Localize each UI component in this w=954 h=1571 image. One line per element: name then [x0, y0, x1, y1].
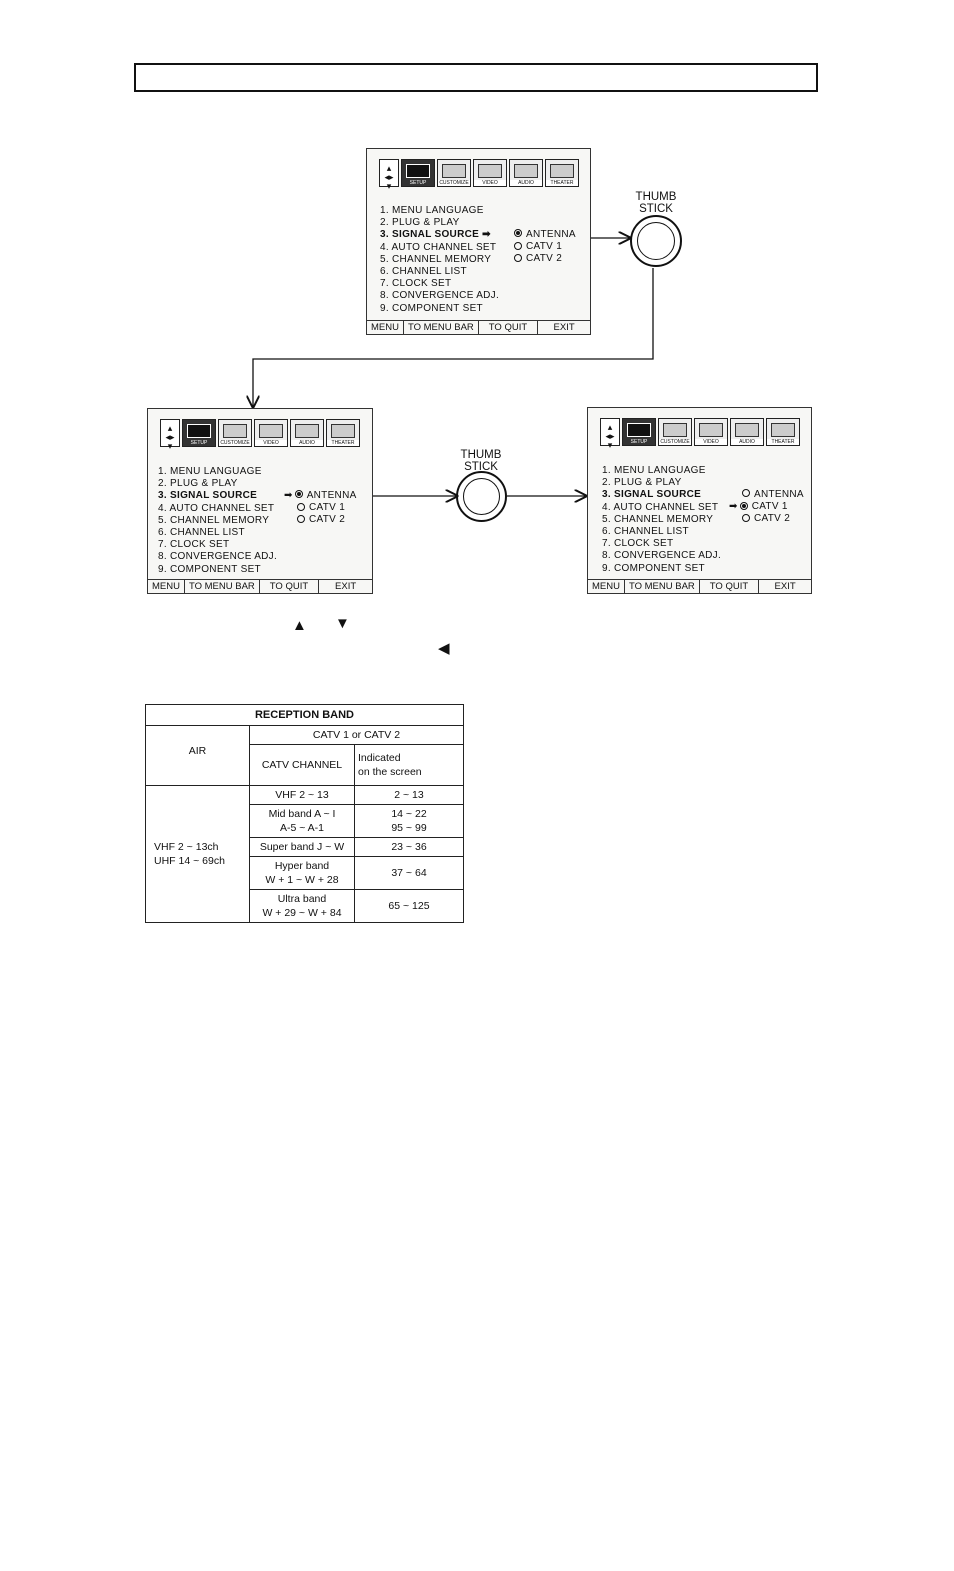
- footer-to-quit: TO QUIT: [260, 580, 319, 593]
- table-cell: 37 ~ 64: [355, 857, 464, 890]
- menu-tab-bar: [600, 418, 802, 450]
- menu-item-selected[interactable]: 3. SIGNAL SOURCE ➡: [380, 229, 491, 241]
- table-cell: Super band J ~ W: [250, 838, 355, 857]
- thumb-stick-knob-middle[interactable]: [456, 471, 507, 522]
- tab-customize[interactable]: CUSTOMIZE: [658, 418, 692, 446]
- table-cell: 23 ~ 36: [355, 838, 464, 857]
- osd-footer: [367, 320, 590, 334]
- right-arrow-icon: ➡: [284, 490, 293, 501]
- option-catv2[interactable]: CATV 2: [284, 514, 357, 526]
- signal-source-options: [284, 490, 357, 527]
- footer-to-quit: TO QUIT: [479, 321, 538, 334]
- nav-arrows-icon: ▴ ◂▸ ▾: [160, 419, 180, 447]
- option-catv1[interactable]: CATV 1: [514, 241, 576, 253]
- radio-icon: [297, 515, 305, 523]
- menu-item[interactable]: 7. CLOCK SET: [602, 538, 674, 550]
- right-arrow-icon: ➡: [729, 501, 738, 513]
- down-triangle-icon: ▼: [335, 615, 350, 632]
- air-header: AIR: [146, 726, 250, 786]
- theater-icon: [550, 164, 574, 178]
- menu-item[interactable]: 2. PLUG & PLAY: [602, 477, 682, 489]
- menu-item[interactable]: 1. MENU LANGUAGE: [158, 466, 262, 477]
- theater-icon: [331, 424, 355, 438]
- menu-item[interactable]: 8. CONVERGENCE ADJ.: [380, 290, 500, 302]
- option-antenna[interactable]: ➡ ANTENNA: [284, 490, 357, 501]
- osd-footer: [148, 579, 372, 593]
- video-icon: [478, 164, 502, 178]
- radio-icon: [742, 514, 750, 522]
- footer-menu-label: MENU: [148, 580, 185, 593]
- right-arrow-icon: ➡: [482, 229, 491, 241]
- theater-icon: [771, 423, 795, 437]
- menu-item[interactable]: 4. AUTO CHANNEL SET: [158, 502, 275, 514]
- footer-exit: EXIT: [774, 581, 796, 592]
- menu-item[interactable]: 5. CHANNEL MEMORY: [158, 514, 270, 526]
- menu-item[interactable]: 1. MENU LANGUAGE: [380, 205, 484, 216]
- menu-item[interactable]: 1. MENU LANGUAGE: [602, 465, 706, 476]
- menu-item[interactable]: 2. PLUG & PLAY: [158, 478, 238, 490]
- tab-video[interactable]: VIDEO: [254, 419, 288, 447]
- tab-customize[interactable]: CUSTOMIZE: [437, 159, 471, 187]
- menu-item[interactable]: 7. CLOCK SET: [158, 539, 230, 551]
- table-title: RECEPTION BAND: [146, 705, 464, 726]
- radio-selected-icon: [740, 502, 748, 510]
- up-triangle-icon: ▲: [292, 617, 307, 634]
- option-catv1[interactable]: CATV 1: [284, 502, 357, 514]
- footer-menu-label: MENU: [588, 580, 625, 593]
- footer-menu-label: MENU: [367, 321, 404, 334]
- footer-exit: EXIT: [553, 322, 575, 333]
- footer-exit: EXIT: [335, 581, 357, 592]
- indicated-header: Indicated on the screen: [355, 745, 464, 786]
- menu-item[interactable]: 4. AUTO CHANNEL SET: [602, 501, 719, 513]
- audio-icon: [735, 423, 759, 437]
- customize-icon: [663, 423, 687, 437]
- audio-icon: [514, 164, 538, 178]
- thumb-stick-knob-top[interactable]: [630, 215, 682, 267]
- menu-item[interactable]: 8. CONVERGENCE ADJ.: [602, 550, 722, 562]
- catv-header: CATV 1 or CATV 2: [250, 726, 464, 745]
- menu-item[interactable]: 7. CLOCK SET: [380, 278, 452, 290]
- menu-item[interactable]: 5. CHANNEL MEMORY: [380, 253, 492, 265]
- left-triangle-icon: ◀: [438, 640, 450, 657]
- option-catv1[interactable]: ➡ CATV 1: [729, 501, 788, 513]
- radio-icon: [742, 489, 750, 497]
- osd-footer: [588, 579, 811, 593]
- menu-tab-bar: [160, 419, 362, 451]
- radio-icon: [297, 503, 305, 511]
- thumb-stick-label-top: THUMB STICK: [635, 191, 677, 215]
- nav-arrows-icon: ▴ ◂▸ ▾: [379, 159, 399, 187]
- tab-setup[interactable]: SETUP: [622, 418, 656, 446]
- osd-screen-top: [366, 148, 591, 335]
- tab-setup[interactable]: SETUP: [182, 419, 216, 447]
- signal-source-options: [514, 229, 576, 266]
- tab-customize[interactable]: CUSTOMIZE: [218, 419, 252, 447]
- menu-item[interactable]: 5. CHANNEL MEMORY: [602, 513, 714, 525]
- menu-item[interactable]: 9. COMPONENT SET: [602, 562, 705, 574]
- video-icon: [259, 424, 283, 438]
- tab-audio[interactable]: AUDIO: [290, 419, 324, 447]
- setup-icon: [627, 423, 651, 437]
- menu-item-selected[interactable]: 3. SIGNAL SOURCE: [602, 489, 702, 501]
- footer-to-menu-bar: TO MENU BAR: [185, 580, 260, 593]
- osd-screen-bottom-right: [587, 407, 812, 594]
- tab-theater[interactable]: THEATER: [766, 418, 800, 446]
- tab-video[interactable]: VIDEO: [473, 159, 507, 187]
- customize-icon: [442, 164, 466, 178]
- table-cell: VHF 2 ~ 13: [250, 786, 355, 805]
- menu-item[interactable]: 9. COMPONENT SET: [380, 302, 483, 314]
- audio-icon: [295, 424, 319, 438]
- setup-menu-list: [158, 466, 277, 576]
- tab-video[interactable]: VIDEO: [694, 418, 728, 446]
- osd-screen-bottom-left: [147, 408, 373, 594]
- reception-band-table: [145, 704, 464, 923]
- nav-arrows-icon: ▴ ◂▸ ▾: [600, 418, 620, 446]
- setup-menu-list: [380, 205, 499, 315]
- video-icon: [699, 423, 723, 437]
- option-antenna[interactable]: ANTENNA: [514, 229, 576, 241]
- catv-channel-header: CATV CHANNEL: [250, 745, 355, 786]
- menu-item-selected[interactable]: 3. SIGNAL SOURCE: [158, 490, 258, 502]
- option-catv2[interactable]: CATV 2: [514, 253, 576, 265]
- menu-item[interactable]: 8. CONVERGENCE ADJ.: [158, 551, 278, 563]
- menu-item[interactable]: 2. PLUG & PLAY: [380, 217, 460, 229]
- radio-icon: [514, 254, 522, 262]
- option-catv2[interactable]: CATV 2: [729, 513, 804, 525]
- table-cell: Mid band A ~ I A-5 ~ A-1: [250, 805, 355, 838]
- radio-selected-icon: [514, 229, 522, 237]
- signal-source-options: [729, 489, 804, 526]
- footer-to-menu-bar: TO MENU BAR: [404, 321, 479, 334]
- setup-icon: [187, 424, 211, 438]
- customize-icon: [223, 424, 247, 438]
- table-cell: 2 ~ 13: [355, 786, 464, 805]
- tab-theater[interactable]: THEATER: [326, 419, 360, 447]
- tab-setup[interactable]: SETUP: [401, 159, 435, 187]
- radio-selected-icon: [295, 490, 303, 498]
- setup-icon: [406, 164, 430, 178]
- tab-audio[interactable]: AUDIO: [509, 159, 543, 187]
- menu-item[interactable]: 6. CHANNEL LIST: [602, 526, 689, 538]
- menu-item[interactable]: 6. CHANNEL LIST: [380, 266, 467, 278]
- air-bands-cell: VHF 2 ~ 13ch UHF 14 ~ 69ch: [146, 786, 250, 923]
- menu-item[interactable]: 6. CHANNEL LIST: [158, 527, 245, 539]
- footer-to-menu-bar: TO MENU BAR: [625, 580, 700, 593]
- tab-audio[interactable]: AUDIO: [730, 418, 764, 446]
- footer-to-quit: TO QUIT: [700, 580, 759, 593]
- table-cell: Ultra band W + 29 ~ W + 84: [250, 890, 355, 923]
- tab-theater[interactable]: THEATER: [545, 159, 579, 187]
- option-antenna[interactable]: ANTENNA: [729, 489, 804, 501]
- table-cell: 65 ~ 125: [355, 890, 464, 923]
- table-cell: Hyper band W + 1 ~ W + 28: [250, 857, 355, 890]
- thumb-stick-label-middle: THUMB STICK: [460, 449, 502, 473]
- table-cell: 14 ~ 22 95 ~ 99: [355, 805, 464, 838]
- menu-item[interactable]: 4. AUTO CHANNEL SET: [380, 241, 497, 253]
- radio-icon: [514, 242, 522, 250]
- setup-menu-list: [602, 465, 721, 575]
- menu-tab-bar: [379, 159, 581, 191]
- menu-item[interactable]: 9. COMPONENT SET: [158, 563, 261, 575]
